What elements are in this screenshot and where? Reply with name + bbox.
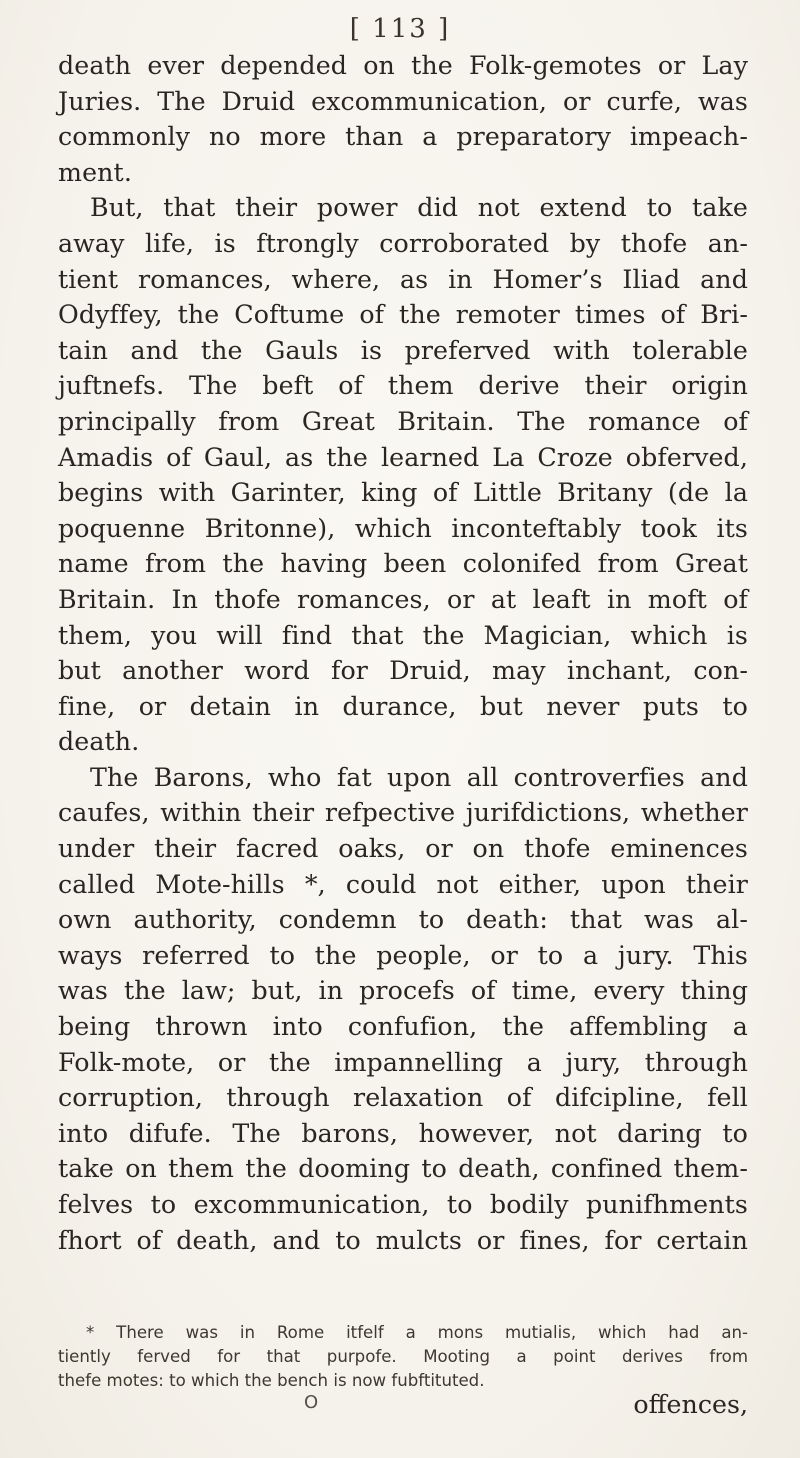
footnote [58,1321,748,1393]
text-line: death. [58,727,140,757]
text-line: juftnefs. The beft of them derive their origin [58,371,748,401]
text-line: fhort of death, and to mulcts or fines, for certain [58,1225,748,1255]
main-text [58,48,748,1258]
text-line: corruption, through relaxation of difcipline, fell [58,1083,748,1113]
text-line: own authority, condemn to death: that was al- [58,905,748,935]
text-line: was the law; but, in procefs of time, every thing [58,976,748,1006]
footnote-line: tiently ferved for that purpofe. Mooting a point derives from [58,1347,748,1366]
text-line: Juries. The Druid excommunication, or curfe, was [58,86,748,116]
text-line: ways referred to the people, or to a jury. This [58,940,748,970]
footnote-line: thefe motes: to which the bench is now fubftituted. [58,1371,485,1390]
page-number: [ 113 ] [349,14,451,44]
text-line: called Mote-hills *, could not either, upon their [58,869,748,899]
text-line: name from the having been colonifed from Great [58,549,748,579]
signature-mark: O [304,1392,319,1413]
text-line: into difufe. The barons, however, not daring to [58,1118,748,1148]
text-line: Amadis of Gaul, as the learned La Croze obferved, [58,442,748,472]
text-line: caufes, within their refpective jurifdictions, whether [58,798,748,828]
text-line: fine, or detain in durance, but never puts to [58,691,748,721]
text-line: ment. [58,157,132,187]
text-line: principally from Great Britain. The romance of [58,406,748,436]
text-line: Folk-mote, or the impannelling a jury, through [58,1047,748,1077]
text-line: commonly no more than a preparatory impeach- [58,122,748,152]
text-line: felves to excommunication, to bodily punifhments [58,1190,748,1219]
text-line: Odyffey, the Coftume of the remoter times of Bri- [58,300,748,330]
page-footer [58,1390,748,1426]
text-line: under their facred oaks, or on thofe eminences [58,834,748,864]
text-line: death ever depended on the Folk-gemotes or Lay [58,51,748,80]
text-line: begins with Garinter, king of Little Britany (de la [58,478,748,508]
text-line: being thrown into confufion, the affembling a [58,1012,748,1042]
text-line: but another word for Druid, may inchant, con- [58,656,748,686]
text-line: Britain. In thofe romances, or at leaft in moft of [58,584,748,614]
footnote-line: * There was in Rome itfelf a mons mutialis, which had an- [86,1323,748,1342]
text-line: tient romances, where, as in Homer’s Iliad and [58,264,748,294]
text-line: take on them the dooming to death, confined them- [58,1154,748,1184]
text-line: tain and the Gauls is preferved with tolerable [58,335,748,365]
text-line: But, that their power did not extend to take [90,193,748,223]
text-line: them, you will find that the Magician, which is [58,620,748,650]
text-line: away life, is ftrongly corroborated by thofe an- [58,228,748,258]
text-line: The Barons, who fat upon all controverfies and [90,762,748,792]
text-line: poquenne Britonne), which inconteftably took its [58,513,748,543]
catchword: offences, [633,1390,748,1419]
